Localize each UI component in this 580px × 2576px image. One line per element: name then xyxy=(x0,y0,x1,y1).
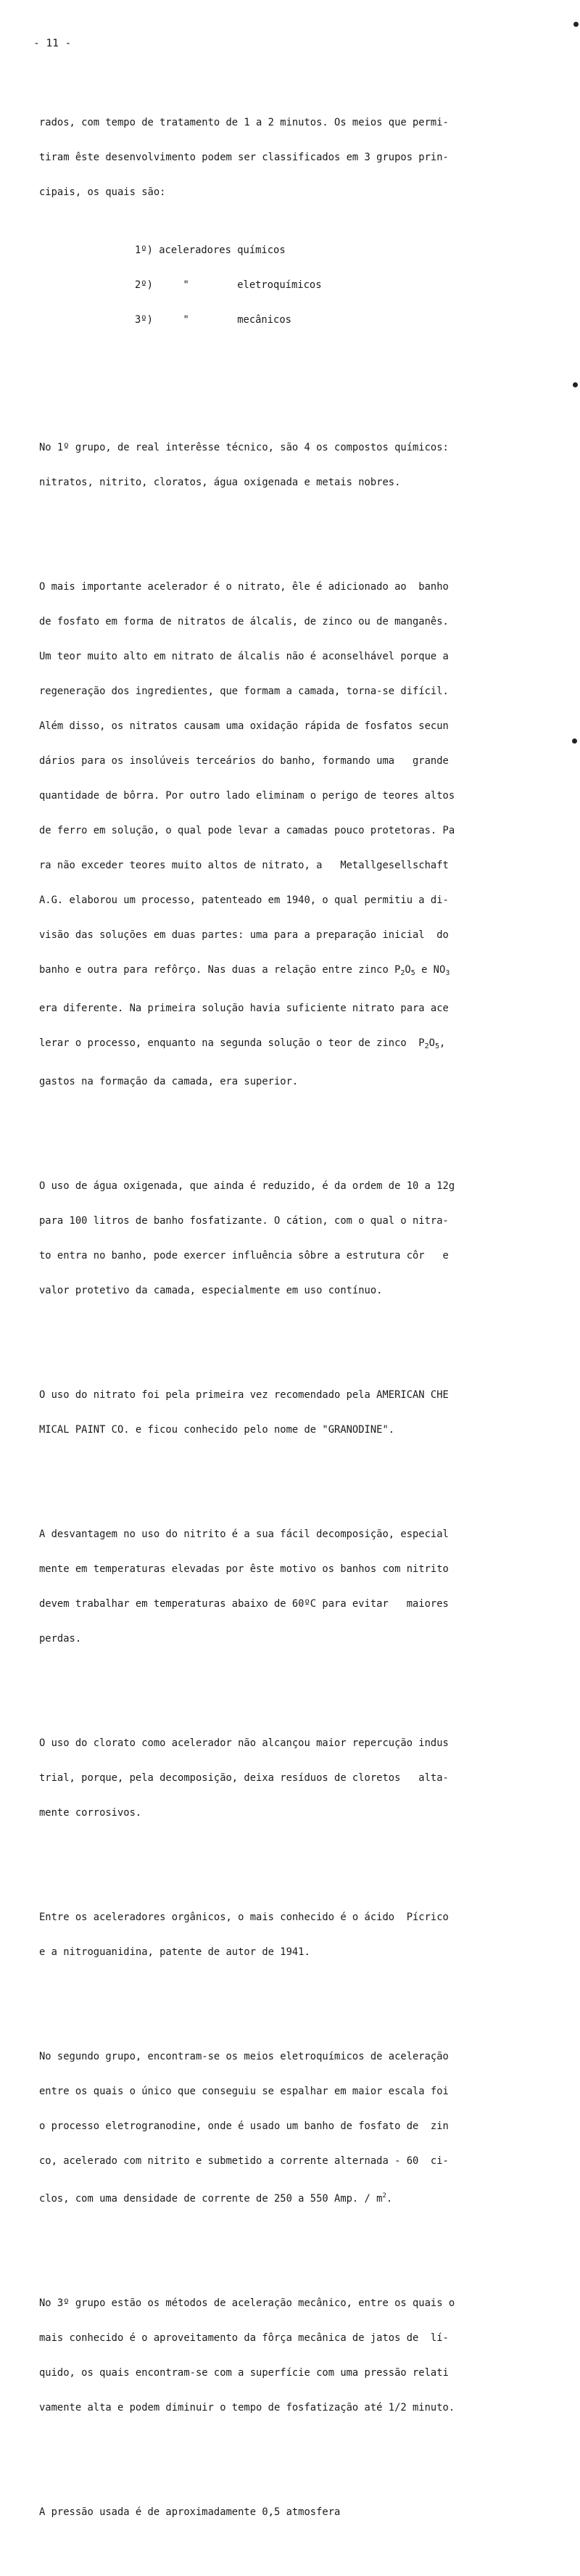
text-line: A.G. elaborou um processo, patenteado em 1940, o qual permitiu a di- xyxy=(39,894,449,906)
text-line: trial, porque, pela decomposição, deixa resíduos de cloretos alta- xyxy=(39,1772,449,1784)
text-line: O uso do clorato como acelerador não alcançou maior repercução indus xyxy=(39,1737,449,1749)
text-line-formula: clos, com uma densidade de corrente de 250 a 550 Amp. / $m^2$. xyxy=(39,2192,393,2205)
text-line: visão das soluções em duas partes: uma para a preparação inicial do xyxy=(39,929,449,941)
text-line: Um teor muito alto em nitrato de álcalis não é aconselhável porque a xyxy=(39,651,449,662)
paragraph-1 xyxy=(39,419,538,511)
text-line: vamente alta e podem diminuir o tempo de fosfatização até 1/2 minuto. xyxy=(39,2402,455,2414)
text-line: O uso do nitrato foi pela primeira vez recomendado pela AMERICAN CHE xyxy=(39,1389,449,1401)
paragraph-5 xyxy=(39,1505,538,1668)
text-line: gastos na formação da camada, era superior. xyxy=(39,1076,299,1087)
text-line: No 1º grupo, de real interêsse técnico, são 4 os compostos químicos: xyxy=(39,442,449,453)
text-line: to entra no banho, pode exercer influência sôbre a estrutura côr e xyxy=(39,1250,449,1262)
paragraph-2 xyxy=(39,558,538,1111)
paragraph-7 xyxy=(39,1888,538,1981)
punch-hole-mark xyxy=(573,382,578,387)
page-number: - 11 - xyxy=(33,38,72,49)
text-line: cipais, os quais são: xyxy=(39,186,166,198)
text-line: Além disso, os nitratos causam uma oxidação rápida de fosfatos secun xyxy=(39,720,449,732)
punch-hole-mark xyxy=(573,22,579,27)
punch-hole-mark xyxy=(572,738,577,744)
text-line: A pressão usada é de aproximadamente 0,5 atmosfera xyxy=(39,2506,341,2518)
group-item: 2º) " eletroquímicos xyxy=(135,279,322,291)
paragraph-4 xyxy=(39,1366,538,1459)
text-line: e a nitroguanidina, patente de autor de 1941. xyxy=(39,1946,310,1958)
text-line: ra não exceder teores muito altos de nitrato, a Metallgesellschaft xyxy=(39,860,449,871)
paragraph-9 xyxy=(39,2274,538,2437)
paragraph-6 xyxy=(39,1714,538,1842)
text-line: para 100 litros de banho fosfatizante. O cátion, com o qual o nitra- xyxy=(39,1215,449,1227)
document-body xyxy=(39,70,538,2576)
text-line: perdas. xyxy=(39,1633,82,1645)
text-line-formula: lerar o processo, enquanto na segunda solução o teor de zinco $P_2O_5$, xyxy=(39,1037,446,1050)
text-line: tiram êste desenvolvimento podem ser classificados em 3 grupos prin- xyxy=(39,152,449,163)
paragraph-10 xyxy=(39,2483,538,2541)
paragraph-8 xyxy=(39,2028,538,2228)
text-line: entre os quais o único que conseguiu se espalhar em maior escala foi xyxy=(39,2086,449,2097)
text-line: valor protetivo da camada, especialmente em uso contínuo. xyxy=(39,1285,383,1296)
text-line: mente em temperaturas elevadas por êste motivo os banhos com nitrito xyxy=(39,1563,449,1575)
text-line: mais conhecido é o aproveitamento da fôrça mecânica de jatos de lí- xyxy=(39,2332,449,2344)
text-line: era diferente. Na primeira solução havia suficiente nitrato para ace xyxy=(39,1003,449,1014)
text-line: quido, os quais encontram-se com a superfície com uma pressão relati xyxy=(39,2367,449,2379)
text-line-formula: banho e outra para refôrço. Nas duas a relação entre zinco $P_2O_5$ e $NO_3$ xyxy=(39,964,450,977)
text-line: mente corrosivos. xyxy=(39,1807,142,1819)
text-line: Entre os aceleradores orgânicos, o mais conhecido é o ácido Pícrico xyxy=(39,1912,449,1923)
paragraph-intro xyxy=(39,94,538,372)
group-list xyxy=(39,221,538,349)
text-line: O uso de água oxigenada, que ainda é reduzido, é da ordem de 10 a 12g xyxy=(39,1180,455,1192)
text-line: No segundo grupo, encontram-se os meios eletroquímicos de aceleração xyxy=(39,2051,449,2062)
text-line: devem trabalhar em temperaturas abaixo de 60ºC para evitar maiores xyxy=(39,1598,449,1610)
group-item: 1º) aceleradores químicos xyxy=(135,244,286,256)
paragraph-3 xyxy=(39,1157,538,1320)
text-line: nitratos, nitrito, cloratos, água oxigenada e metais nobres. xyxy=(39,477,401,488)
text-line: co, acelerado com nitrito e submetido a corrente alternada - 60 ci- xyxy=(39,2155,449,2167)
text-line: regeneração dos ingredientes, que formam a camada, torna-se difícil. xyxy=(39,686,449,697)
text-line: rados, com tempo de tratamento de 1 a 2 minutos. Os meios que permi- xyxy=(39,117,449,128)
text-line: o processo eletrogranodine, onde é usado um banho de fosfato de zin xyxy=(39,2120,449,2132)
text-line: quantidade de bôrra. Por outro lado eliminam o perigo de teores altos xyxy=(39,790,455,802)
text-line: MICAL PAINT CO. e ficou conhecido pelo nome de "GRANODINE". xyxy=(39,1424,395,1436)
text-line: de ferro em solução, o qual pode levar a camadas pouco protetoras. Pa xyxy=(39,825,455,836)
text-line: de fosfato em forma de nitratos de álcalis, de zinco ou de manganês. xyxy=(39,616,449,627)
text-line: O mais importante acelerador é o nitrato, êle é adicionado ao banho xyxy=(39,581,449,593)
text-line: No 3º grupo estão os métodos de aceleração mecânico, entre os quais o xyxy=(39,2297,455,2309)
group-item: 3º) " mecânicos xyxy=(135,314,291,326)
text-line: dários para os insolúveis terceários do banho, formando uma grande xyxy=(39,755,449,767)
text-line: A desvantagem no uso do nitrito é a sua fácil decomposição, especial xyxy=(39,1528,449,1540)
